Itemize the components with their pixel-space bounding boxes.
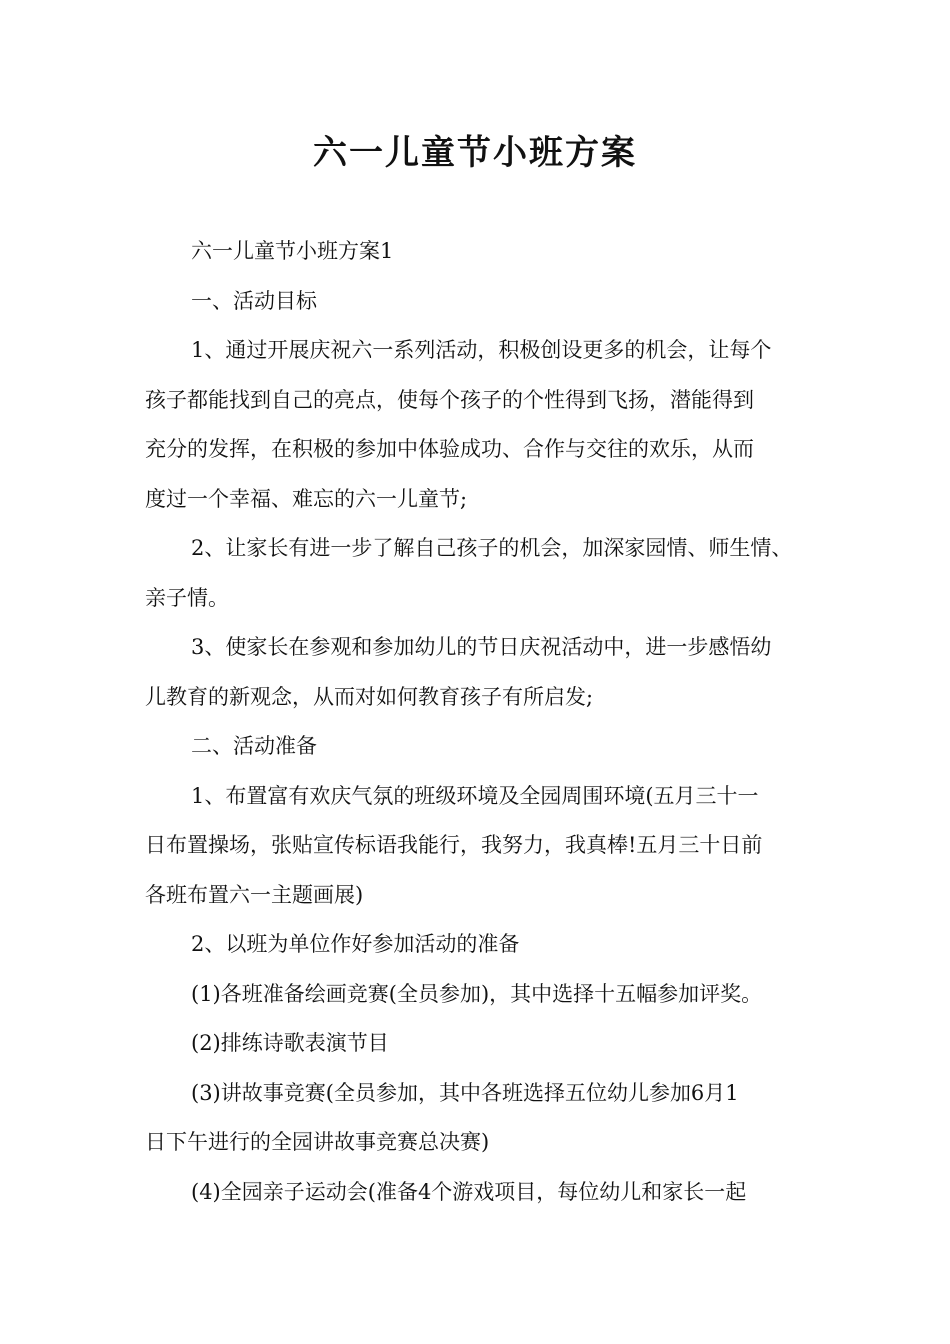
text-line: 儿教育的新观念，从而对如何教育孩子有所启发; [145, 684, 594, 709]
text-line: 度过一个幸福、难忘的六一儿童节; [145, 486, 468, 511]
section-heading: 二、活动准备 [191, 734, 317, 758]
text-line: (1)各班准备绘画竞赛(全员参加)，其中选择十五幅参加评奖。 [191, 981, 763, 1006]
text-line: (3)讲故事竞赛(全员参加，其中各班选择五位幼儿参加6月1 [191, 1080, 739, 1105]
text-line: 1、布置富有欢庆气氛的班级环境及全园周围环境(五月三十一 [191, 783, 759, 808]
document-title: 六一儿童节小班方案 [313, 133, 637, 173]
text-line: 3、使家长在参观和参加幼儿的节日庆祝活动中，进一步感悟幼 [191, 635, 772, 659]
text-line: (2)排练诗歌表演节目 [191, 1031, 389, 1055]
text-line: 充分的发挥，在积极的参加中体验成功、合作与交往的欢乐，从而 [145, 437, 754, 461]
text-line: 2、让家长有进一步了解自己孩子的机会，加深家园情、师生情、 [191, 536, 793, 560]
section-heading: 一、活动目标 [191, 288, 317, 313]
text-line: 亲子情。 [145, 585, 229, 610]
text-line: 各班布置六一主题画展) [145, 882, 364, 907]
text-line: 日布置操场，张贴宣传标语我能行，我努力，我真棒!五月三十日前 [145, 833, 763, 857]
text-line: 1、通过开展庆祝六一系列活动，积极创设更多的机会，让每个 [191, 338, 772, 362]
text-line: 日下午进行的全园讲故事竞赛总决赛) [145, 1130, 490, 1154]
text-line: 2、以班为单位作好参加活动的准备 [191, 932, 520, 956]
text-line: 六一儿童节小班方案1 [191, 239, 394, 263]
document-body [145, 227, 810, 1217]
text-line: (4)全园亲子运动会(准备4个游戏项目，每位幼儿和家长一起 [191, 1179, 747, 1204]
text-line: 孩子都能找到自己的亮点，使每个孩子的个性得到飞扬，潜能得到 [145, 387, 754, 412]
